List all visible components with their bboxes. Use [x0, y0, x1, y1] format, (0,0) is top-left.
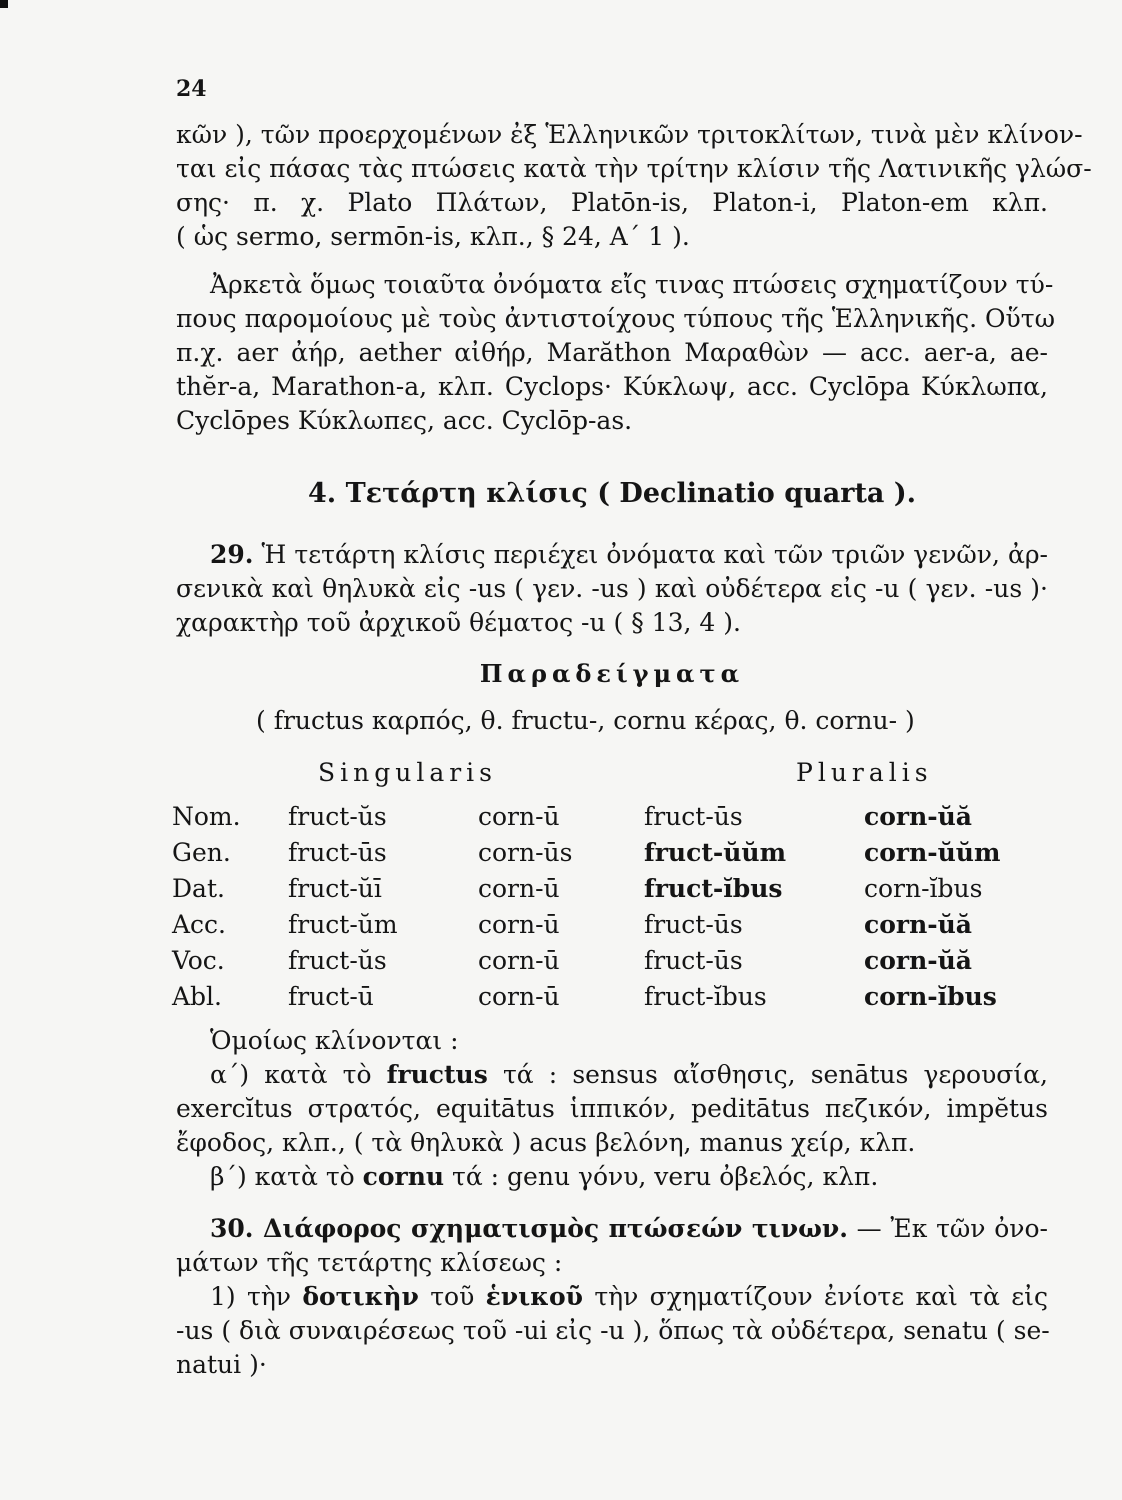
table-cell: fruct-ŭs	[288, 801, 387, 831]
declension-table	[172, 798, 1004, 1014]
text-line: Ἀρκετὰ ὅμως τοιαῦτα ὀνόματα εἴς τινας πτώσεις σχηματίζουν τύ-	[210, 270, 1054, 299]
singular-header: Singularis	[318, 758, 498, 787]
example-word-cornu: cornu	[362, 1162, 445, 1191]
text-line	[176, 1160, 1048, 1194]
table-cell: fruct-ūs	[644, 909, 743, 939]
table-cell: fruct-ŭm	[288, 909, 398, 939]
case-label: Voc.	[172, 945, 225, 975]
example-word-fructus: fructus	[386, 1060, 488, 1089]
text-fragment: τοῦ	[418, 1282, 486, 1311]
text-fragment: τά : sensus αἴσθησις, senātus γερουσία,	[487, 1060, 1049, 1089]
table-cell: corn-ūs	[478, 837, 573, 867]
section-heading-fourth-declension: 4. Τετάρτη κλίσις ( Declinatio quarta ).	[308, 478, 916, 509]
table-cell: corn-ŭă	[864, 945, 972, 975]
table-cell: fruct-ŭī	[288, 873, 382, 903]
table-row	[172, 942, 1004, 978]
text-line: πους παρομοίους μὲ τοὺς ἀντιστοίχους τύπους τῆς Ἑλληνικῆς. Οὕτω	[176, 304, 1055, 333]
text-line: ( ὡς sermo, sermōn-is, κλπ., § 24, Α΄ 1 ).	[176, 222, 690, 251]
table-row	[172, 798, 1004, 834]
text-fragment: β΄) κατὰ τὸ	[210, 1162, 363, 1191]
table-cell: fruct-ŭs	[288, 945, 387, 975]
text-line: exercĭtus στρατός, equitātus ἱππικόν, peditātus πεζικόν, impĕtus	[176, 1094, 1048, 1123]
text-line: μάτων τῆς τετάρτης κλίσεως :	[176, 1248, 563, 1277]
table-cell: fruct-ūs	[644, 801, 743, 831]
case-label: Acc.	[172, 909, 227, 939]
examples-note: ( fructus καρπός, θ. fructu-, cornu κέρας, θ. cornu- )	[256, 706, 915, 735]
text-line	[176, 1212, 1048, 1246]
text-line: κῶν ), τῶν προερχομένων ἐξ Ἑλληνικῶν τριτοκλίτων, τινὰ μὲν κλίνον-	[176, 120, 1083, 149]
text-fragment: 1) τὴν	[210, 1282, 303, 1311]
section-30-heading: 30. Διάφορος σχηματισμὸς πτώσεών τινων.	[210, 1214, 848, 1243]
table-cell: corn-ŭă	[864, 909, 972, 939]
text-line	[176, 1280, 1048, 1314]
bold-term: δοτικὴν	[302, 1282, 419, 1311]
case-label: Nom.	[172, 801, 241, 831]
table-cell: corn-ū	[478, 909, 560, 939]
section-number: 29.	[210, 540, 254, 569]
text-line: Ὁμοίως κλίνονται :	[210, 1026, 459, 1055]
section-text: Ἡ τετάρτη κλίσις περιέχει ὀνόματα καὶ τῶν τριῶν γενῶν, ἀρ-	[261, 540, 1048, 569]
text-line	[176, 1058, 1048, 1092]
table-cell: corn-ŭă	[864, 801, 972, 831]
table-cell: corn-ŭŭm	[864, 837, 1001, 867]
page-number: 24	[176, 76, 207, 102]
table-cell: fruct-ūs	[288, 837, 387, 867]
text-line: thĕr-a, Marathon-a, κλπ. Cyclops· Κύκλωψ, acc. Cyclōpa Κύκλωπα,	[176, 372, 1048, 401]
table-row	[172, 978, 1004, 1014]
text-line: σης· π. χ. Plato Πλάτων, Platōn-is, Platon-i, Platon-em κλπ.	[176, 188, 1048, 217]
table-cell: fruct-ĭbus	[644, 873, 783, 903]
text-line: π.χ. aer ἀήρ, aether αἰθήρ, Marăthon Μαραθὼν — acc. aer-a, ae-	[176, 338, 1048, 367]
table-cell: corn-ū	[478, 945, 560, 975]
text-line: χαρακτὴρ τοῦ ἀρχικοῦ θέματος -u ( § 13, 4 ).	[176, 608, 741, 637]
case-label: Abl.	[172, 981, 222, 1011]
table-cell: corn-ĭbus	[864, 981, 997, 1011]
similar-and-section-30	[176, 1024, 1048, 1382]
text-line: -us ( διὰ συναιρέσεως τοῦ -ui εἰς -u ), ὅπως τὰ οὐδέτερα, senatu ( se-	[176, 1316, 1050, 1345]
text-line: ἔφοδος, κλπ., ( τὰ θηλυκὰ ) acus βελόνη, manus χείρ, κλπ.	[176, 1128, 916, 1157]
table-row	[172, 906, 1004, 942]
table-cell: corn-ĭbus	[864, 873, 983, 903]
scan-corner-mark	[0, 0, 8, 8]
text-line: σενικὰ καὶ θηλυκὰ εἰς -us ( γεν. -us ) καὶ οὐδέτερα εἰς -u ( γεν. -us )·	[176, 574, 1048, 603]
case-label: Gen.	[172, 837, 231, 867]
table-cell: fruct-ŭŭm	[644, 837, 787, 867]
text-fragment: τὴν σχηματίζουν ἐνίοτε καὶ τὰ εἰς	[583, 1282, 1048, 1311]
table-row	[172, 870, 1004, 906]
examples-heading: Παραδείγματα	[479, 659, 745, 688]
paragraph-greek-forms	[176, 268, 1055, 438]
table-cell: fruct-ūs	[644, 945, 743, 975]
text-fragment: τά : genu γόνυ, veru ὀβελός, κλπ.	[444, 1162, 879, 1191]
section-29	[176, 538, 1048, 640]
bold-term: ἑνικοῦ	[485, 1282, 584, 1311]
text-line	[176, 538, 1048, 572]
table-cell: corn-ū	[478, 981, 560, 1011]
table-cell: fruct-ū	[288, 981, 374, 1011]
text-fragment: — Ἐκ τῶν ὀνο-	[847, 1214, 1048, 1243]
text-line: Cyclōpes Κύκλωπες, acc. Cyclōp-as.	[176, 406, 633, 435]
case-label: Dat.	[172, 873, 225, 903]
table-cell: corn-ū	[478, 801, 560, 831]
paragraph-continued	[176, 118, 1092, 254]
text-fragment: α΄) κατὰ τὸ	[210, 1060, 387, 1089]
table-cell: corn-ū	[478, 873, 560, 903]
text-line: natui )·	[176, 1350, 267, 1379]
plural-header: Pluralis	[796, 758, 933, 787]
table-cell: fruct-ĭbus	[644, 981, 767, 1011]
table-row	[172, 834, 1004, 870]
text-line: ται εἰς πάσας τὰς πτώσεις κατὰ τὴν τρίτην κλίσιν τῆς Λατινικῆς γλώσ-	[176, 154, 1092, 183]
